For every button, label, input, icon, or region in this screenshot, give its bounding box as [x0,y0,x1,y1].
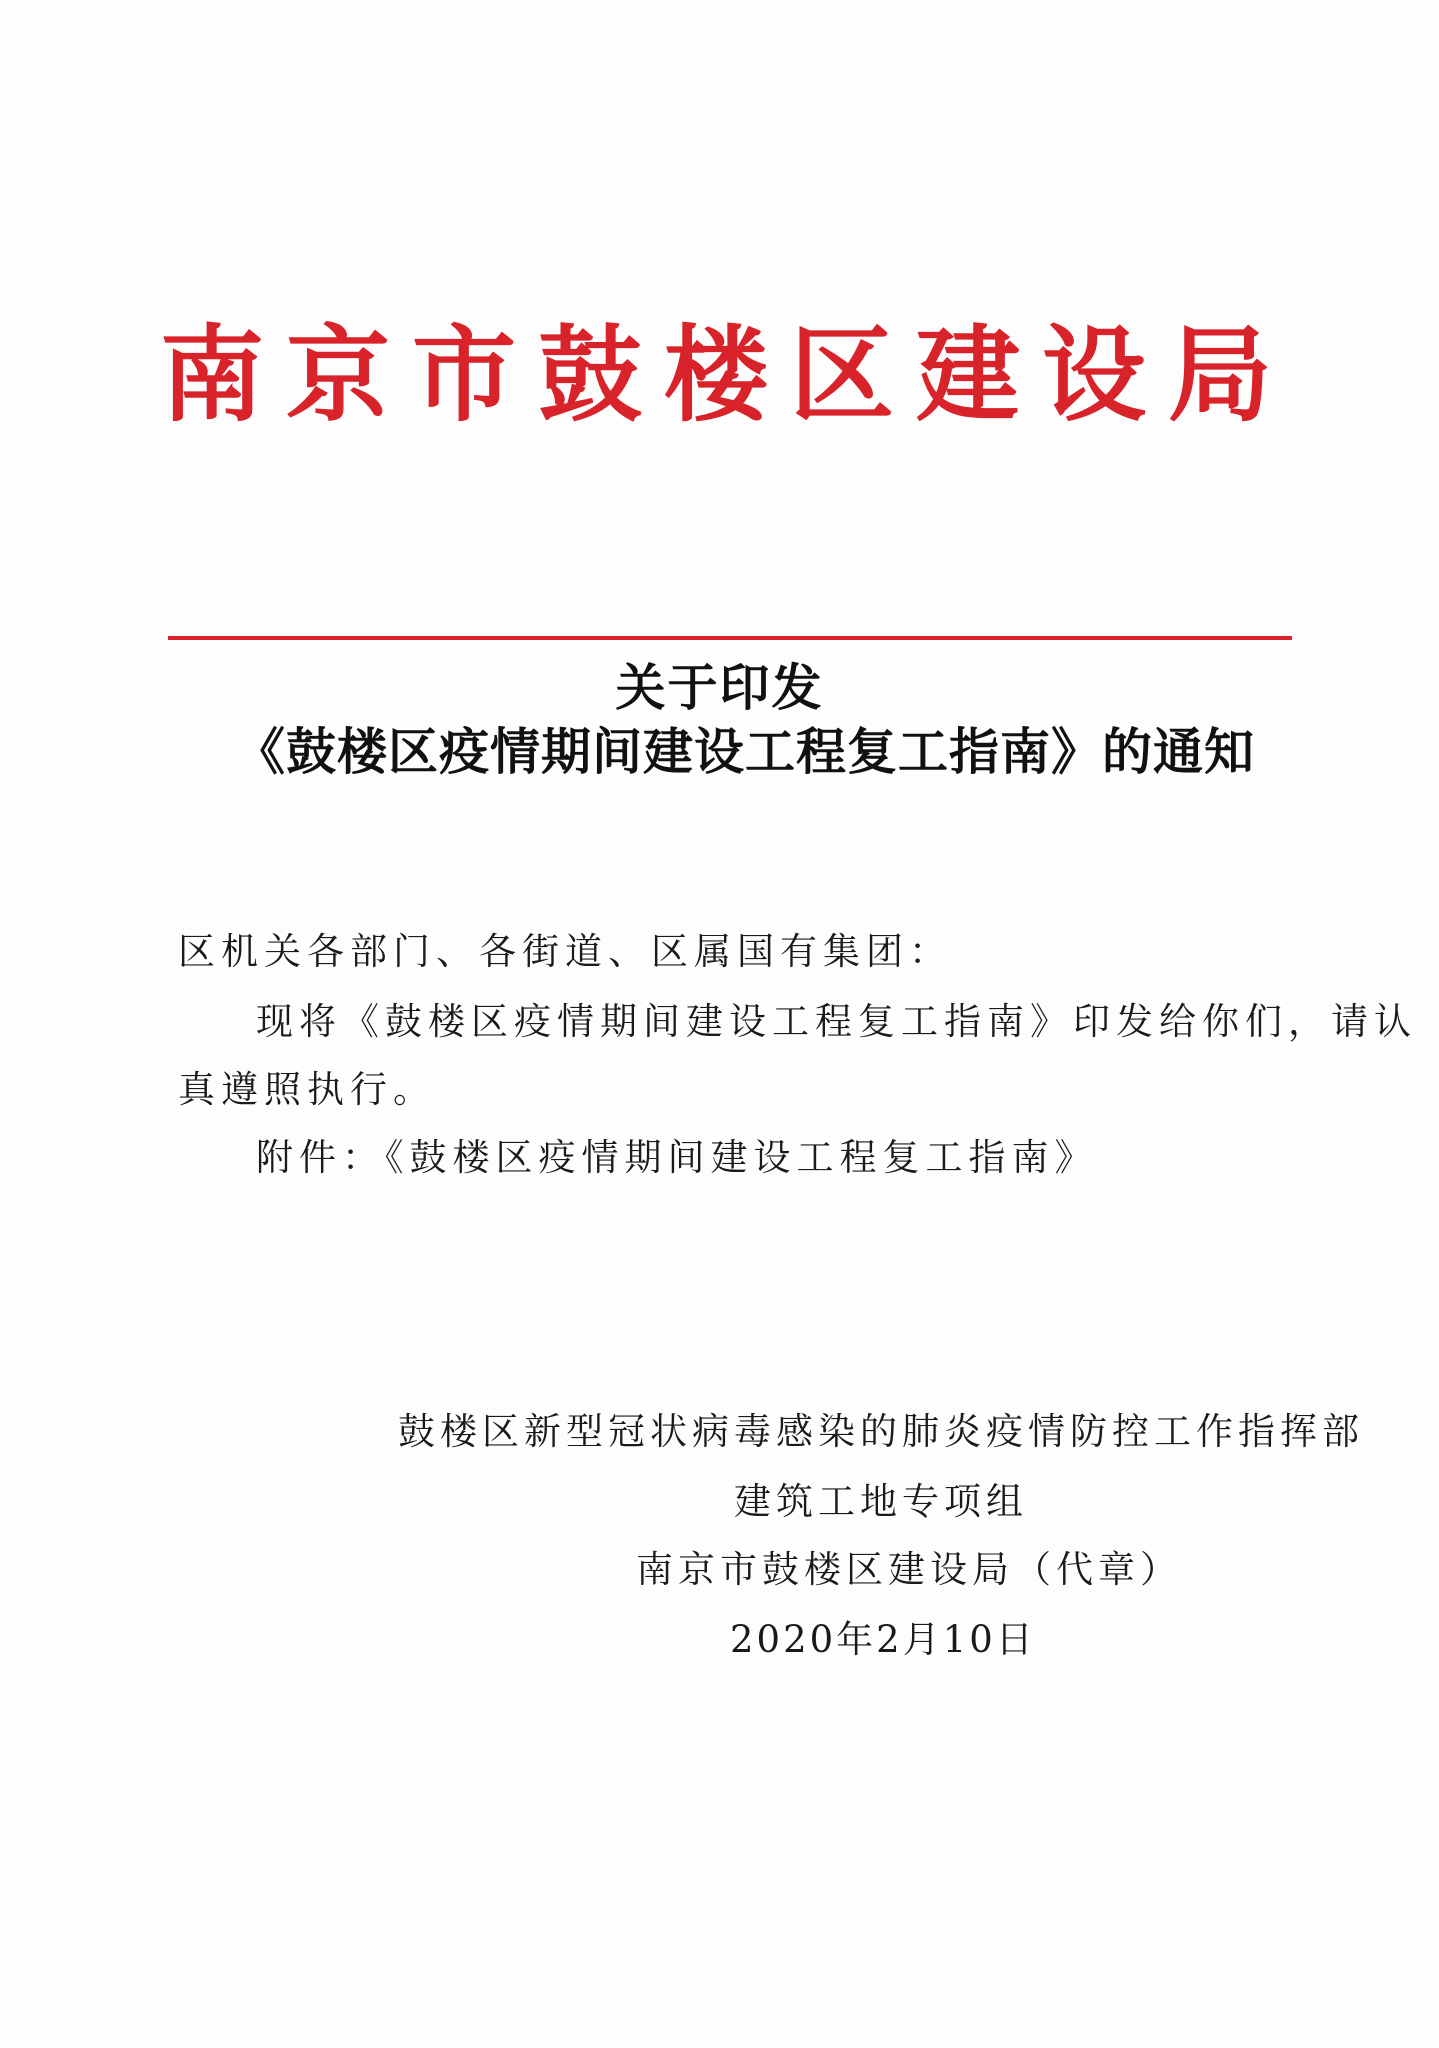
signature-date: 2020年2月10日 [730,1618,1036,1661]
salutation: 区机关各部门、各街道、区属国有集团： [178,930,952,973]
signature-issuer: 鼓楼区新型冠状病毒感染的肺炎疫情防控工作指挥部 [398,1410,1364,1453]
notice-title-line-2: 《鼓楼区疫情期间建设工程复工指南》的通知 [235,723,1255,781]
letterhead-title: 南京市鼓楼区建设局 [160,313,1295,436]
signature-bureau: 南京市鼓楼区建设局（代章） [636,1548,1182,1591]
notice-title-line-1: 关于印发 [615,659,824,717]
attachment-line: 附件：《鼓楼区疫情期间建设工程复工指南》 [256,1136,1098,1179]
body-paragraph-line-2: 真遵照执行。 [178,1068,436,1111]
red-divider-line [168,636,1292,640]
body-paragraph-line-1: 现将《鼓楼区疫情期间建设工程复工指南》印发给你们，请认 [256,1000,1417,1043]
signature-group: 建筑工地专项组 [734,1480,1028,1523]
